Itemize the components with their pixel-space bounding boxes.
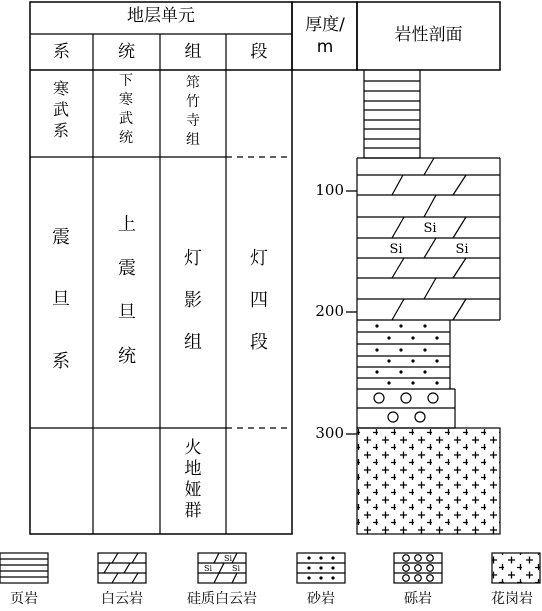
thickness-axis (346, 191, 357, 434)
legend-label: 花岗岩 (491, 591, 533, 607)
header-series: 统 (118, 42, 135, 62)
header-thickness: 厚度/m (305, 15, 345, 57)
silicon-labels (389, 221, 468, 257)
unit-dengying-formation: 灯影组 (184, 248, 202, 353)
legend-label: 白云岩 (101, 591, 143, 607)
unit-cambrian-system: 寒武系 (52, 79, 69, 140)
unit-dengsi-member: 灯四段 (250, 248, 268, 353)
si-label: Si (231, 564, 241, 573)
dolomite-layer (357, 158, 500, 320)
si-label: Si (203, 564, 213, 573)
legend-label: 硅质白云岩 (187, 591, 257, 607)
unit-huodiya-group: 火地娅群 (184, 438, 202, 521)
legend-shale-swatch (0, 553, 48, 583)
sandstone-layer (357, 320, 455, 389)
thickness-tick-label: 300 (315, 424, 344, 442)
conglomerate-layer (357, 389, 455, 428)
thickness-tick-label: 100 (315, 181, 344, 199)
header-member: 段 (250, 42, 268, 62)
si-label: Si (223, 554, 233, 563)
header-strata-unit: 地层单元 (127, 6, 195, 26)
si-label: Si (389, 242, 403, 257)
legend-label: 砂岩 (307, 591, 335, 607)
header-formation: 组 (184, 42, 202, 62)
unit-upper-sinian-series: 上震旦统 (118, 214, 136, 367)
shale-layer (364, 70, 420, 158)
legend-label: 页岩 (10, 591, 38, 607)
granite-layer (357, 428, 500, 534)
header-lithology: 岩性剖面 (394, 25, 463, 45)
header-system: 系 (53, 42, 70, 62)
legend-conglomerate-swatch (394, 553, 442, 583)
legend-sandstone-dots (307, 556, 334, 579)
legend-dolomite-swatch (98, 553, 146, 583)
legend-granite-swatch (492, 553, 540, 583)
thickness-tick-label: 200 (315, 302, 344, 320)
unit-zhujiaqing-formation: 筇竹寺组 (186, 75, 200, 148)
legend-swatches (0, 553, 540, 583)
unit-sinian-system: 震旦系 (52, 227, 70, 372)
unit-lower-cambrian-series: 下寒武统 (119, 73, 133, 146)
legend-label: 砾岩 (404, 591, 432, 607)
si-label: Si (455, 242, 469, 257)
sandstone-dots (375, 324, 438, 384)
si-label: Si (423, 221, 437, 236)
lithology-column (357, 70, 500, 534)
